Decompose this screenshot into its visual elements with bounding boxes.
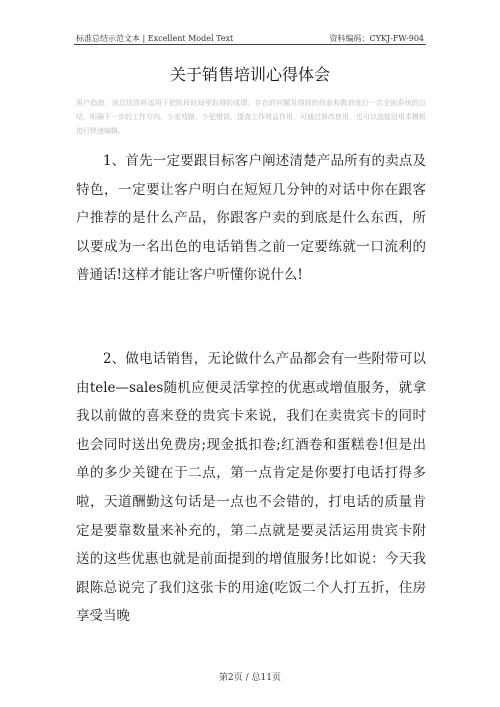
document-code: 资料编码：CYKJ-FW-904 <box>329 34 424 43</box>
paragraph-2: 2、做电话销售，无论做什么产品都会有一些附带可以由tele—sales随机应便灵活掌控的优惠或增值服务，就拿我以前做的喜来登的贵宾卡来说，我们在卖贵宾卡的同时也会同时送出免费房;现金抵扣卷;红酒卷和蛋糕卷!但是出单的多少关键在于二点，第一点肯定是你要打电话打得多啦，天道酬勤这句话是一点也不会错的，打电话的质量肯定是要靠数量来补充的，第二点就是要灵活运用贵宾卡附送的这些优惠也就是前面提到的增值服务!比如说：今天我跟陈总说完了我们这张卡的用途(吃饭二个人打五折，住房享受当晚 <box>76 351 426 625</box>
paragraph-1: 1、首先一定要跟目标客户阐述清楚产品所有的卖点及特色，一定要让客户明白在短短几分钟的对话中你在跟客户推荐的是什么产品，你跟客户卖的到底是什么东西，所以要成为一名出色的电话销售之前一定要练就一口流利的普通话!这样才能让客户听懂你说什么! <box>76 153 426 284</box>
user-guide-summary: 用户指南：该总结资料适用于把阶段时间里取得的成绩、存在的问题及得到的经验和教训进行一次全面系统的总结，明确下一步的工作方向，少走弯路，少犯错误，提高工作效益作用，可通过修改使用，也可以直接沿用本模板进行快速编辑。 <box>76 99 426 135</box>
document-title: 关于销售培训心得体会 <box>169 65 330 84</box>
page-header <box>74 30 426 45</box>
header-left-text: 标准总结示范文本 | Excellent Model Text <box>76 34 234 43</box>
page-number: 第2页 / 总11页 <box>219 673 281 683</box>
